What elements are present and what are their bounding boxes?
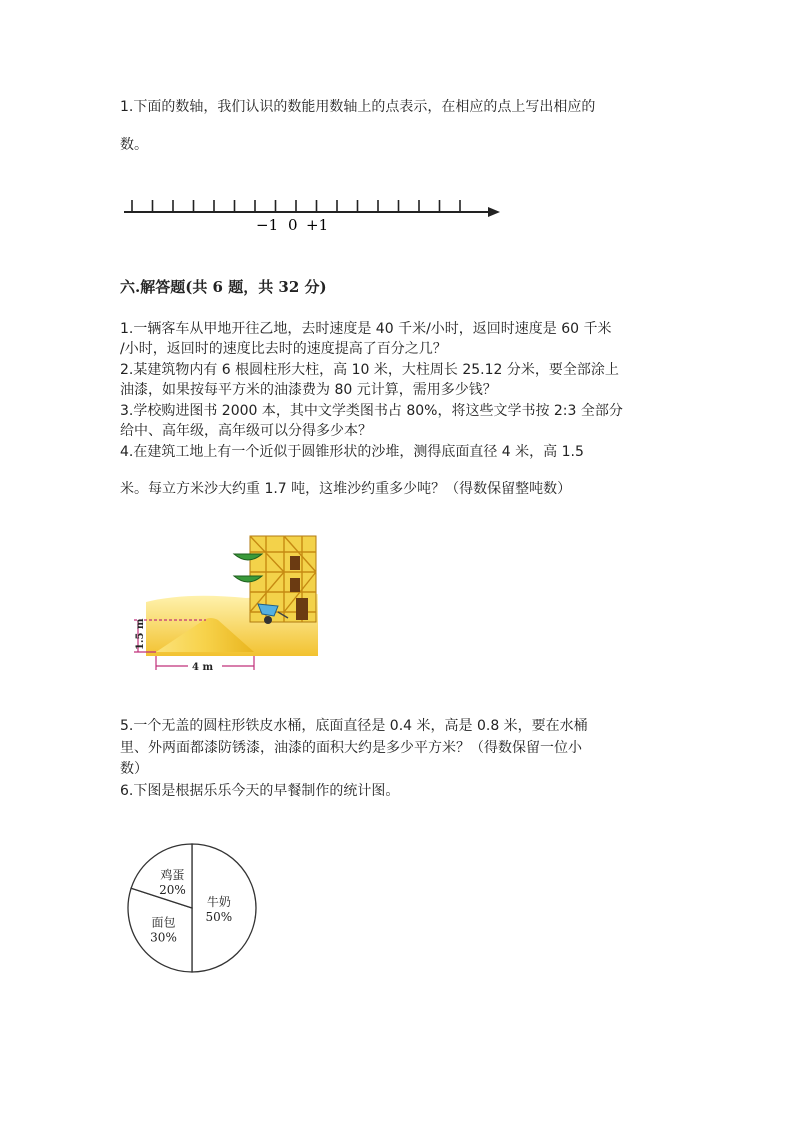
pie-category-label: 面包 (151, 915, 176, 930)
pie-value-label: 30% (150, 930, 177, 945)
problem-3-line1: 3.学校购进图书 2000 本，其中文学类图书占 80%，将这些文学书按 2:3 全部分 (120, 403, 623, 419)
problem-1-line2: /小时，返回时的速度比去时的速度提高了百分之几？ (120, 341, 447, 357)
problem-4-line1: 4.在建筑工地上有一个近似于圆锥形状的沙堆，测得底面直径 4 米，高 1.5 (120, 444, 584, 460)
pie-value-label: 20% (159, 883, 186, 898)
problem-2-line1: 2.某建筑物内有 6 根圆柱形大柱，高 10 米，大柱周长 25.12 分米，要全部涂上 (120, 362, 619, 378)
label-zero: 0 (288, 216, 298, 234)
problem-5-line2: 里、外两面都漆防锈漆，油漆的面积大约是多少平方米？（得数保留一位小 (120, 740, 582, 756)
problem-5-line3: 数） (120, 761, 148, 777)
number-line-arrow (488, 207, 500, 217)
pie-slices (128, 844, 256, 972)
problem-6-line1: 6.下图是根据乐乐今天的早餐制作的统计图。 (120, 783, 400, 799)
pie-value-label: 50% (205, 910, 233, 924)
problem-5-line1: 5.一个无盖的圆柱形铁皮水桶，底面直径是 0.4 米，高是 0.8 米，要在水桶 (120, 718, 588, 734)
pie-category-label: 牛奶 (206, 895, 231, 909)
q1-text-line1: 1.下面的数轴，我们认识的数能用数轴上的点表示，在相应的点上写出相应的 (120, 99, 596, 115)
label-neg-one: −1 (256, 216, 279, 234)
height-label: 1.5 m (135, 618, 146, 650)
problem-3-line2: 给中、高年级，高年级可以分得多少本？ (120, 423, 372, 439)
section-title: 六.解答题(共 6 题，共 32 分) (120, 278, 327, 296)
problem-4-line2: 米。每立方米沙大约重 1.7 吨，这堆沙约重多少吨？（得数保留整吨数） (120, 481, 572, 497)
sand-pile-figure (126, 532, 326, 680)
number-line-ticks (132, 200, 460, 212)
pie-category-label: 鸡蛋 (160, 868, 185, 883)
label-pos-one: +1 (306, 216, 329, 234)
q1-text-line2: 数。 (120, 137, 148, 153)
problem-1-line1: 1.一辆客车从甲地开往乙地，去时速度是 40 千米/小时，返回时速度是 60 千米 (120, 321, 612, 337)
number-line (118, 192, 508, 238)
problem-2-line2: 油漆，如果按每平方米的油漆费为 80 元计算，需用多少钱？ (120, 382, 497, 398)
breakfast-pie-chart (124, 840, 260, 976)
width-label: 4 m (192, 662, 214, 673)
